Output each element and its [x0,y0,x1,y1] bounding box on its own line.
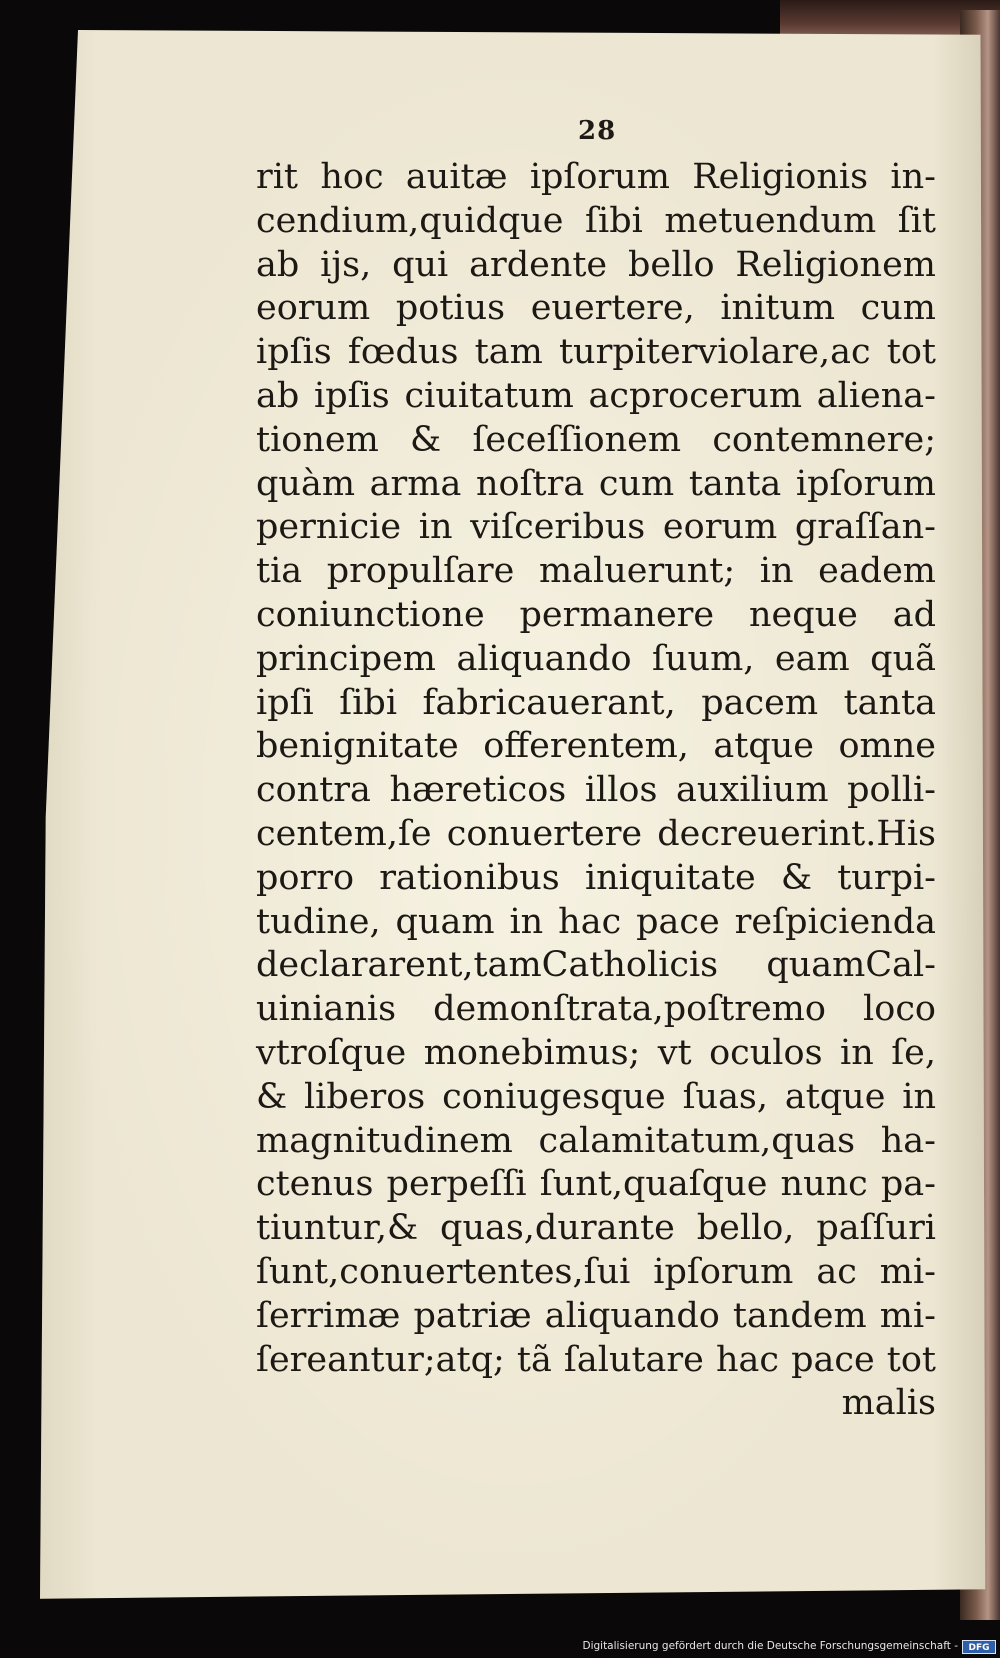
text-line: centem,ſe conuertere decreuerint.His [256,813,936,854]
text-line: cendium,quidque ſibi metuendum ſit [256,200,936,241]
text-line: declararent,tamCatholicis quamCal- [256,945,936,986]
dfg-logo[interactable]: DFG [962,1640,996,1654]
text-line: eorum potius euertere, initum cum [256,288,936,329]
text-line: coniunctione permanere neque ad [256,594,936,635]
catchword: malis [841,1383,936,1424]
text-line: ſunt,conuertentes,ſui ipſorum ac mi- [256,1251,936,1292]
text-line: contra hæreticos illos auxilium polli- [256,770,936,811]
text-line: tia propulſare maluerunt; in eadem [256,551,936,592]
text-line: magnitudinem calamitatum,quas ha- [256,1120,936,1161]
text-line: rit hoc auitæ ipſorum Religionis in- [256,157,936,197]
text-line: porro rationibus iniquitate & turpi- [256,857,936,898]
text-line: tionem & ſeceſſionem contemnere; [256,419,936,460]
digitization-credit: Digitalisierung gefördert durch die Deutsche Forschungsgemeinschaft - [582,1640,958,1652]
text-line: ſereantur;atq; tã ſalutare hac pace tot [256,1339,936,1380]
text-line: pernicie in viſceribus eorum graſſan- [256,507,936,548]
text-line: principem aliquando ſuum, eam quã [256,638,936,679]
text-line: ab ijs, qui ardente bello Religionem [256,244,936,285]
text-line: benignitate offerentem, atque omne [256,726,936,767]
text-line: uinianis demonſtrata,poſtremo loco [256,989,936,1030]
text-line: quàm arma noſtra cum tanta ipſorum [256,463,936,504]
text-line: ab ipſis ciuitatum acprocerum aliena- [256,375,936,416]
text-line: tudine, quam in hac pace reſpicienda [256,901,936,942]
body-text [256,156,936,1426]
text-line: vtroſque monebimus; vt oculos in ſe, [256,1032,936,1073]
page-number: 28 [578,116,617,146]
text-line: ctenus perpeſſi ſunt,quaſque nunc pa- [256,1164,936,1205]
text-line: ipſis fœdus tam turpiterviolare,ac tot [256,332,936,373]
footer-bar [0,1638,1000,1658]
text-line: & liberos coniugesque ſuas, atque in [256,1076,936,1117]
text-line: tiuntur,& quas,durante bello, paſſuri [256,1208,936,1249]
text-line: ſerrimæ patriæ aliquando tandem mi- [256,1295,936,1336]
text-line: ipſi ſibi fabricauerant, pacem tanta [256,682,936,723]
